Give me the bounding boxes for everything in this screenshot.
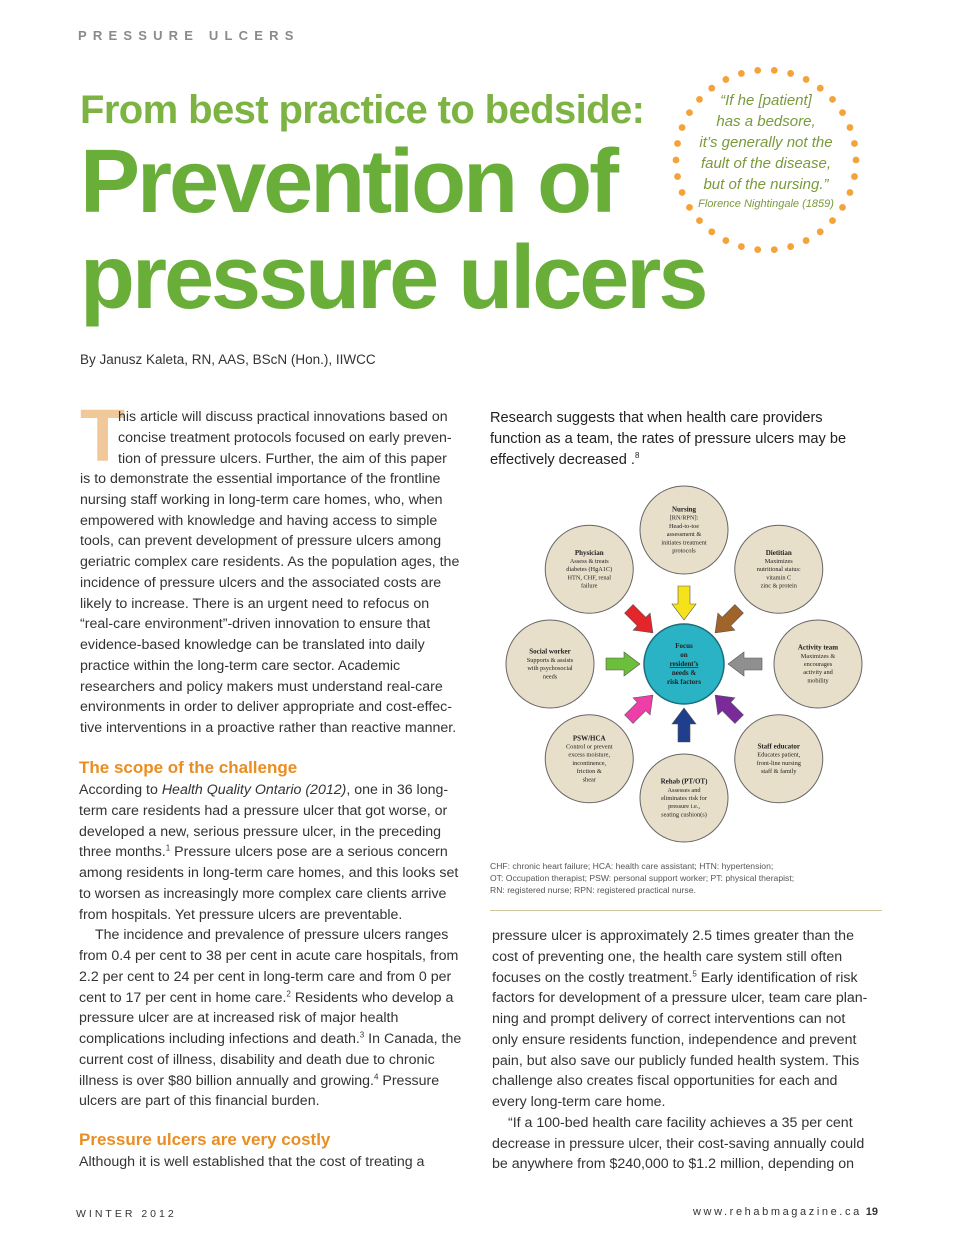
intro-paragraph-start: his article will discuss practical innovations based on concise treatment protocols focused on early preven-tion of pressure ulcers. Further, the aim of this paper xyxy=(118,409,452,467)
quote-dot xyxy=(771,67,778,74)
team-node xyxy=(735,715,823,803)
quote-dot xyxy=(696,217,703,224)
team-node-text: vitamin C xyxy=(766,574,792,582)
quote-dot xyxy=(851,173,858,180)
team-node-text: friction & xyxy=(576,768,602,776)
pull-quote xyxy=(686,90,846,195)
right-column-body xyxy=(492,926,874,1175)
center-node-text: resident’s xyxy=(669,660,699,668)
arrow-icon xyxy=(672,586,696,620)
team-node-title: Nursing xyxy=(671,505,697,514)
team-node-text: with psychosocial xyxy=(527,665,573,673)
diagram-abbreviations xyxy=(490,860,880,896)
team-node-text: staff & family xyxy=(760,768,797,776)
pull-quote-line: “If he [patient] xyxy=(720,92,812,109)
quote-dot xyxy=(803,237,810,244)
body-paragraph: Although it is well established that the cost of treating a xyxy=(79,1154,425,1170)
team-node-text: excess moisture, xyxy=(568,751,611,759)
body-paragraph: The incidence and prevalence of pressure ulcers ranges from 0.4 per cent to 38 per cent in acute care hospitals, from 2.2 per cent to 24 per cent in long-term care and from 0 per cent to 17 per cent in home care.$^2$ Residents who develop a pressure ulcer are at increased risk of major health complications including infections and death.$^3$ In Canada, the current cost of illness, disability and death due to chronic illness is over $80 billion annually and growing.$^4$ Pressure ulcers are part of this financial burden. xyxy=(79,927,462,1110)
arrow-icon xyxy=(672,708,696,742)
team-node-text: Maximizes xyxy=(764,558,793,566)
team-node-title: Social worker xyxy=(529,647,571,656)
team-node-text: activity and xyxy=(803,669,833,677)
quote-dot xyxy=(679,189,686,196)
footer-site xyxy=(693,1206,878,1218)
abbreviation-line: CHF: chronic heart failure; HCA: health care assistant; HTN: hypertension; xyxy=(490,861,774,871)
arrow-icon xyxy=(625,605,653,633)
arrow-icon xyxy=(728,652,762,676)
arrow-icon xyxy=(625,695,653,723)
team-node-text: Supports & assists xyxy=(526,656,574,664)
team-node-text: HTN, CHF, renal xyxy=(567,574,612,582)
team-node-text: Assesses and xyxy=(667,786,701,794)
team-node-text: pressure i.e., xyxy=(668,803,700,811)
drop-cap: T xyxy=(80,394,126,477)
quote-dot xyxy=(722,237,729,244)
pull-quote-line: but of the nursing.” xyxy=(703,176,829,193)
team-node-title: Dietitian xyxy=(765,548,792,557)
team-node-text: needs xyxy=(542,673,558,681)
center-node-text: risk factors xyxy=(666,678,702,686)
team-node-text: Assess & treats xyxy=(569,558,609,566)
quote-dot xyxy=(847,124,854,131)
body-paragraph: According to Health Quality Ontario (2012), one in 36 long-term care residents had a pressure ulcer that got worse, or developed a new, serious pressure ulcer, in the preceding three months.$^1$ Pressure ulcers pose are a serious concern among residents in long-term care homes, and this looks set to worsen as increasingly more complex care clients arrive from hospitals. Yet pressure ulcers are preventable. xyxy=(79,782,459,923)
body-paragraph: pressure ulcer is approximately 2.5 times greater than the cost of preventing one, the health care system still often focuses on the costly treatment.$^5$ Early identification of risk factors for development of a pressure ulcer, team care plan-ning and prompt delivery of correct interventions can not only ensure residents function, independence and prevent pain, but also save our publicly funded health system. This challenge also creates fiscal opportunities for each and every long-term care home. xyxy=(492,928,868,1110)
abbreviation-line: RN: registered nurse; RPN: registered practical nurse. xyxy=(490,885,696,895)
divider xyxy=(490,910,882,911)
team-node-title: Staff educator xyxy=(757,742,801,751)
team-node-text: Head-to-toe xyxy=(668,522,700,530)
team-node-text: failure xyxy=(581,582,598,590)
quote-dot xyxy=(722,76,729,83)
quote-dot xyxy=(738,243,745,250)
quote-dot xyxy=(754,67,761,74)
quote-dot xyxy=(679,124,686,131)
quote-dot xyxy=(851,140,858,147)
page-title-line-1: Prevention of xyxy=(80,132,617,232)
section-heading-scope: The scope of the challenge xyxy=(79,758,298,777)
team-node-text: assessment & xyxy=(666,531,702,539)
quote-dot xyxy=(771,246,778,253)
section-costly-body xyxy=(79,1152,463,1173)
quote-dot xyxy=(787,70,794,77)
team-node-text: protocols xyxy=(672,547,696,555)
quote-dot xyxy=(674,140,681,147)
title-kicker: From best practice to bedside: xyxy=(80,88,645,132)
center-node-text: needs & xyxy=(671,669,697,677)
quote-dot xyxy=(738,70,745,77)
team-node-text: seating cushion(s) xyxy=(661,811,707,819)
arrow-icon xyxy=(715,695,743,723)
abbreviation-line: OT: Occupation therapist; PSW: personal support worker; PT: physical therapist; xyxy=(490,873,795,883)
byline: By Janusz Kaleta, RN, AAS, BScN (Hon.), IIWCC xyxy=(80,352,376,367)
team-node-text: eliminates risk for xyxy=(661,795,707,802)
quote-dot xyxy=(829,217,836,224)
team-node-text: front-line nursing xyxy=(756,759,801,767)
page-title-line-2: pressure ulcers xyxy=(80,228,706,328)
team-node-text: Maximizes & xyxy=(800,652,836,660)
arrow-icon xyxy=(606,652,640,676)
pull-quote-source: Florence Nightingale (1859) xyxy=(698,198,834,210)
website-link[interactable]: www.rehabmagazine.ca xyxy=(693,1206,862,1218)
quote-dot xyxy=(787,243,794,250)
page-title xyxy=(80,134,705,326)
team-node-text: shear xyxy=(582,776,596,784)
issue-label: WINTER 2012 xyxy=(76,1208,177,1220)
team-node-title: Activity team xyxy=(797,643,839,652)
team-node xyxy=(506,620,594,708)
section-label: PRESSURE ULCERS xyxy=(78,28,300,43)
quote-dot xyxy=(754,246,761,253)
team-node-text: Control or prevent xyxy=(565,743,613,751)
quote-dot xyxy=(674,173,681,180)
page-number: 19 xyxy=(865,1206,879,1218)
intro-paragraph-rest: is to demonstrate the essential importance of the frontline nursing staff working in long-term care homes, who, when empowered with knowledge and having access to simple tools, can prevent development of pressure ulcers among geriatric complex care residents. As the population ages, the incidence of pressure ulcers and the associated costs are likely to increase. There is an urgent need to refocus on “real-care environment”-driven innovation to ensure that evidence-based knowledge can be translated into daily practice within the long-term care sector. Academic researchers and policy makers must understand real-care environments in order to deliver appropriate and cost-effec-tive interventions in a proactive rather than reactive manner. xyxy=(80,471,460,736)
team-node-text: zinc & protein xyxy=(760,582,797,590)
team-node-title: Rehab (PT/OT) xyxy=(660,777,708,786)
quote-dot xyxy=(817,228,824,235)
quote-dot xyxy=(803,76,810,83)
section-heading-costly: Pressure ulcers are very costly xyxy=(79,1130,331,1149)
team-node-text: initiates treatment xyxy=(661,539,707,547)
center-node-text: Focus xyxy=(675,642,693,650)
team-node-text: [RN/RPN]: xyxy=(669,514,699,522)
team-node-title: PSW/HCA xyxy=(572,734,606,743)
quote-dot xyxy=(847,189,854,196)
quote-dot xyxy=(673,157,680,164)
team-care-diagram xyxy=(490,474,870,854)
team-node xyxy=(640,486,728,574)
quote-dot xyxy=(853,157,860,164)
pull-quote-line: it’s generally not the xyxy=(699,134,833,151)
pull-quote-line: has a bedsore, xyxy=(716,113,816,130)
research-lead: Research suggests that when health care providers function as a team, the rates of pressure ulcers may be effectively decreased .$^8$ xyxy=(490,410,847,468)
team-node xyxy=(545,715,633,803)
arrow-icon xyxy=(715,605,743,633)
pull-quote-line: fault of the disease, xyxy=(700,155,832,172)
team-node-text: mobility xyxy=(807,677,829,685)
team-node-text: incontinence, xyxy=(572,759,607,767)
center-node-text: on xyxy=(680,651,688,659)
section-scope-body xyxy=(79,780,463,1112)
team-node-title: Physician xyxy=(574,548,604,557)
team-node-text: nutritional status: xyxy=(756,566,801,574)
team-node-text: Educates patient, xyxy=(757,751,801,759)
body-paragraph: “If a 100-bed health care facility achieves a 35 per cent decrease in pressure ulcer, their cost-saving annually could be anywhere from $240,000 to $1.2 million, depending on xyxy=(492,1114,865,1173)
team-node-text: encourages xyxy=(803,661,833,668)
quote-dot xyxy=(708,228,715,235)
team-node-text: diabetes (HgA1C) xyxy=(566,566,613,574)
